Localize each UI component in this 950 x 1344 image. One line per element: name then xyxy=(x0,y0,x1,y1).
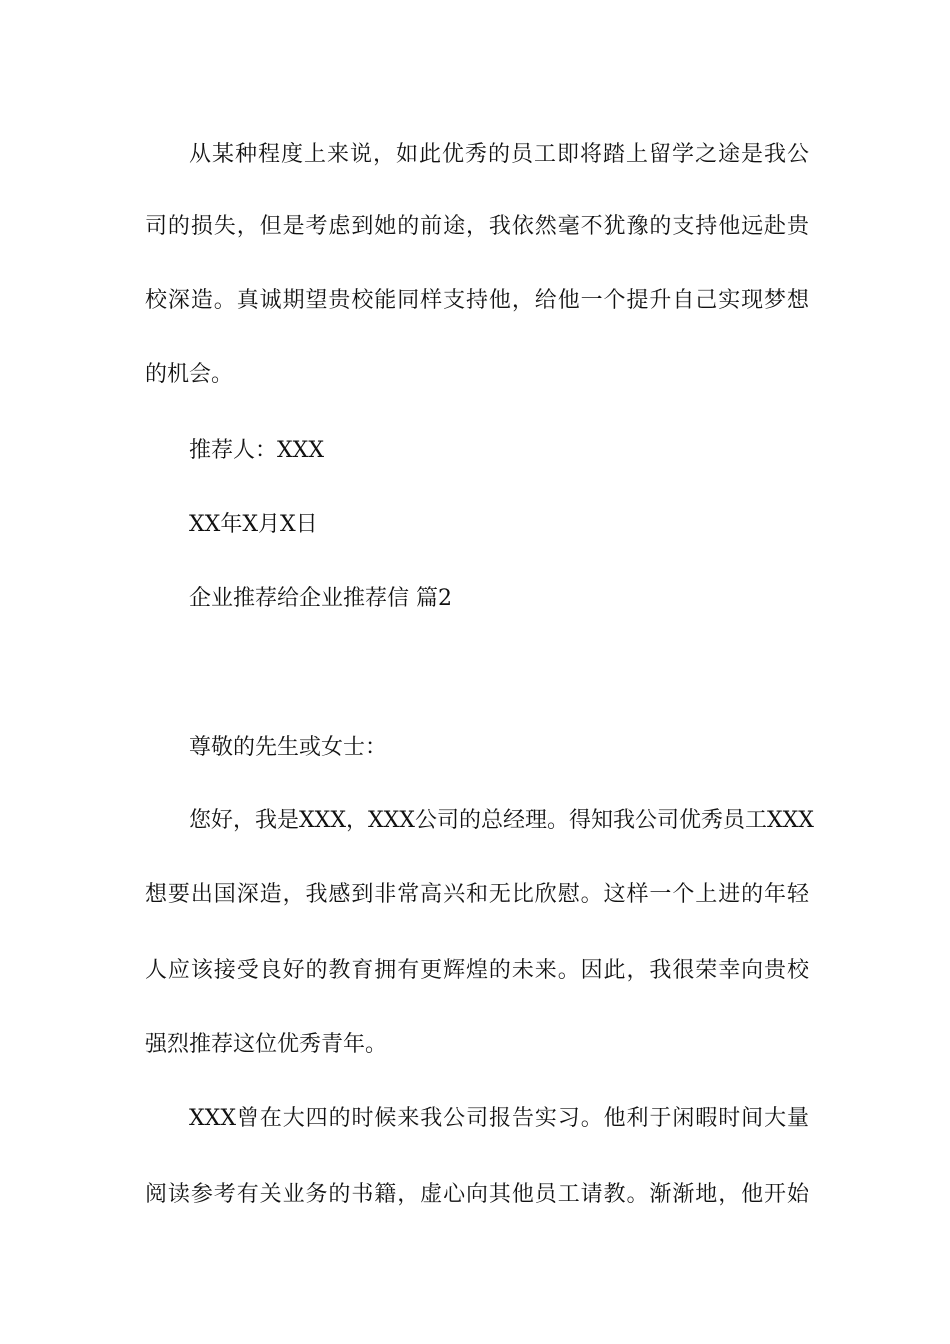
paragraph-2-line-2: 想要出国深造，我感到非常高兴和无比欣慰。这样一个上进的年轻 xyxy=(145,882,809,907)
paragraph-2-line-1: 您好，我是XXX，XXX公司的总经理。得知我公司优秀员工XXX xyxy=(189,808,814,833)
signature-date: XX年X月X日 xyxy=(189,512,318,537)
paragraph-1-line-4: 的机会。 xyxy=(145,362,234,387)
paragraph-3-line-1: XXX曾在大四的时候来我公司报告实习。他利于闲暇时间大量 xyxy=(189,1106,809,1131)
recommender-signature: 推荐人：XXX xyxy=(189,438,324,463)
paragraph-1-line-1: 从某种程度上来说，如此优秀的员工即将踏上留学之途是我公 xyxy=(189,142,809,167)
paragraph-1-line-2: 司的损失，但是考虑到她的前途，我依然毫不犹豫的支持他远赴贵 xyxy=(145,214,809,239)
paragraph-3-line-2: 阅读参考有关业务的书籍，虚心向其他员工请教。渐渐地，他开始 xyxy=(145,1182,809,1207)
paragraph-2-line-3: 人应该接受良好的教育拥有更辉煌的未来。因此，我很荣幸向贵校 xyxy=(145,958,809,983)
paragraph-1-line-3: 校深造。真诚期望贵校能同样支持他，给他一个提升自己实现梦想 xyxy=(145,288,809,313)
paragraph-2-line-4: 强烈推荐这位优秀青年。 xyxy=(145,1032,388,1057)
salutation: 尊敬的先生或女士： xyxy=(189,735,388,760)
section-heading: 企业推荐给企业推荐信 篇2 xyxy=(189,586,452,611)
